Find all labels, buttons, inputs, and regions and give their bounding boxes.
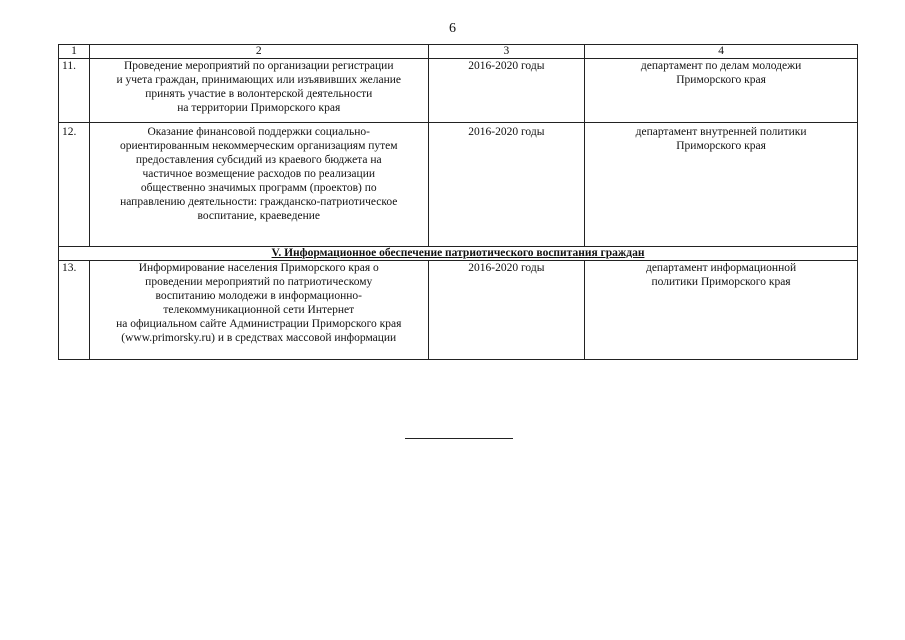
measure-name-line: направлению деятельности: гражданско-патриотическое <box>120 196 398 208</box>
measures-table <box>58 44 858 360</box>
measure-name-line: на территории Приморского края <box>177 102 341 114</box>
executor-line: департамент информационной <box>645 262 797 274</box>
executor-line: Приморского края <box>676 74 766 86</box>
measure-executor <box>585 59 858 123</box>
measure-name <box>89 261 428 360</box>
measure-executor <box>585 123 858 247</box>
measure-name-line: на официальном сайте Администрации Приморского края <box>116 318 402 330</box>
measure-name-line: и учета граждан, принимающих или изъявивших желание <box>116 74 402 86</box>
section-row <box>59 247 858 261</box>
closing-rule <box>405 438 513 439</box>
measure-executor <box>585 261 858 360</box>
header-col-1: 1 <box>59 45 90 59</box>
table-header-row <box>59 45 858 59</box>
measure-name-line: Информирование населения Приморского края о <box>138 262 379 274</box>
table-row <box>59 261 858 360</box>
measure-name-line: общественно значимых программ (проектов) по <box>140 182 377 194</box>
measure-name-line: проведении мероприятий по патриотическому <box>145 276 373 288</box>
row-number: 11. <box>59 59 90 123</box>
measure-name-line: Оказание финансовой поддержки социально- <box>147 126 371 138</box>
header-col-4: 4 <box>585 45 858 59</box>
page-number: 6 <box>449 21 456 36</box>
measure-name-line: телекоммуникационной сети Интернет <box>163 304 355 316</box>
measure-name-line: (www.primorsky.ru) и в средствах массовой информации <box>121 332 397 344</box>
measure-name-line: предоставления субсидий из краевого бюджета на <box>135 154 382 166</box>
table-row <box>59 59 858 123</box>
header-col-3: 3 <box>428 45 585 59</box>
measure-name-line: частичное возмещение расходов по реализации <box>142 168 375 180</box>
measure-name-line: принять участие в волонтерской деятельности <box>145 88 373 100</box>
measure-name-line: ориентированным некоммерческим организациям путем <box>119 140 398 152</box>
executor-line: Приморского края <box>676 140 766 152</box>
measure-term: 2016-2020 годы <box>428 59 585 123</box>
row-number: 13. <box>59 261 90 360</box>
measure-name-line: воспитанию молодежи в информационно- <box>155 290 362 302</box>
measure-term: 2016-2020 годы <box>428 123 585 247</box>
section-title: V. Информационное обеспечение патриотического воспитания граждан <box>59 247 858 261</box>
row-number: 12. <box>59 123 90 247</box>
executor-line: департамент внутренней политики <box>635 126 807 138</box>
measure-name <box>89 59 428 123</box>
measure-name-line: Проведение мероприятий по организации регистрации <box>123 60 394 72</box>
measure-term: 2016-2020 годы <box>428 261 585 360</box>
measure-name-line: воспитание, краеведение <box>197 210 320 222</box>
executor-line: департамент по делам молодежи <box>640 60 802 72</box>
executor-line: политики Приморского края <box>651 276 791 288</box>
table-row <box>59 123 858 247</box>
measure-name <box>89 123 428 247</box>
header-col-2: 2 <box>89 45 428 59</box>
